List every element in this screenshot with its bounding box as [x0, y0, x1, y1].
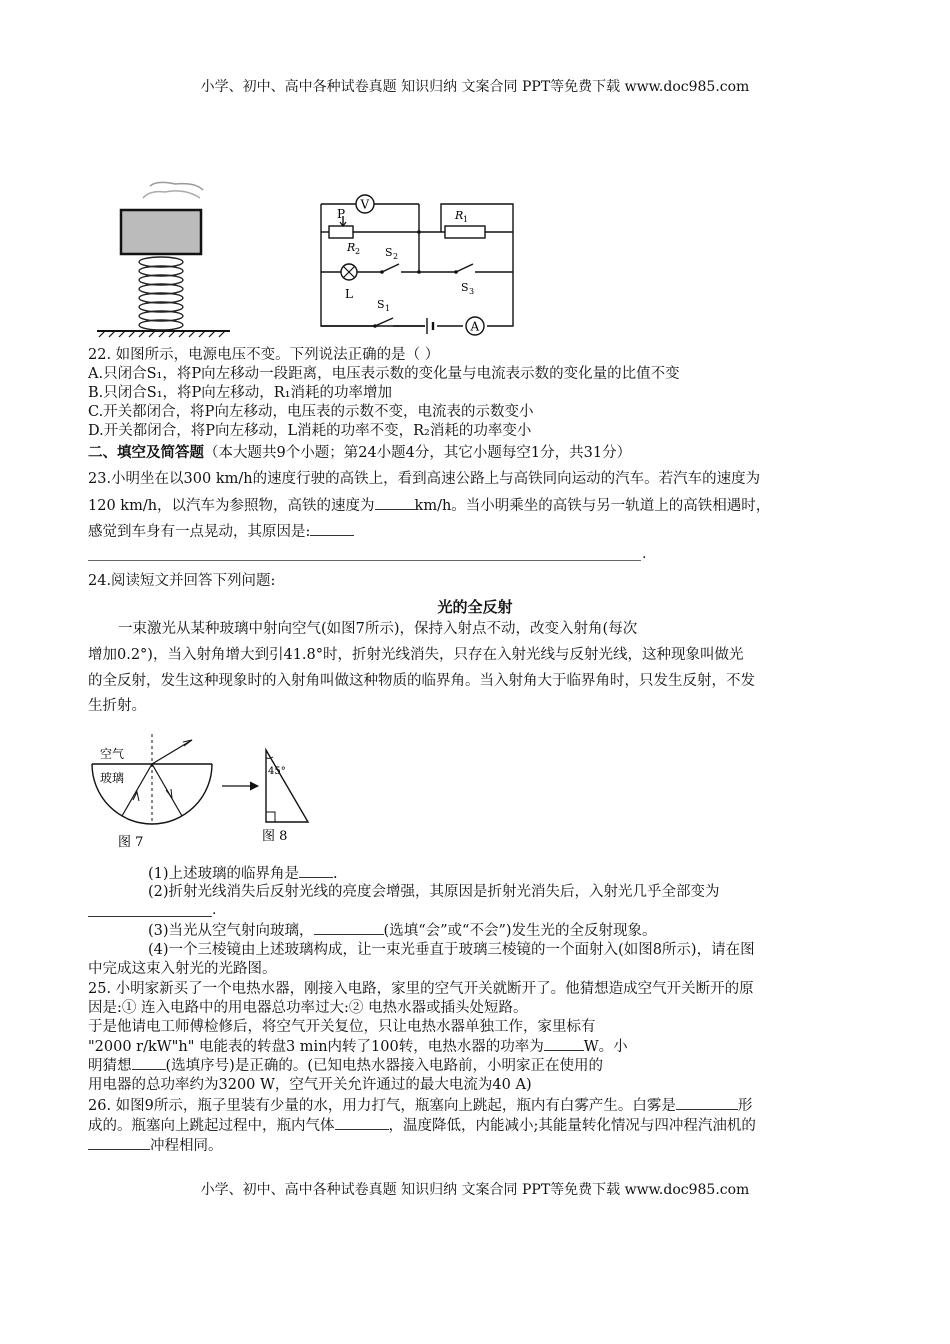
q24-sub3: (3)当光从空气射向玻璃， (选填“会”或“不会”)发生光的全反射现象。	[148, 923, 657, 939]
q26-line1: 26. 如图9所示，瓶子里装有少量的水，用力打气，瓶塞向上跳起，瓶内有白雾产生。白雾是 形	[88, 1098, 753, 1114]
circuit-diagram	[315, 188, 515, 336]
q25-line4: "2000 r/kW"h" 电能表的转盘3 min内转了100转，电热水器的功率为 W。小	[88, 1039, 628, 1055]
fig8-angle-label: 45°	[268, 766, 286, 777]
q26-blank-1[interactable]	[676, 1096, 738, 1110]
svg-text:2: 2	[393, 252, 399, 261]
label-S1: S	[377, 298, 385, 311]
q25-line3: 于是他请电工师傅检修后，将空气开关复位，只让电热水器单独工作，家里标有	[88, 1019, 596, 1035]
section-2-title: 二、填空及简答题	[88, 445, 204, 461]
q26-blank-2[interactable]	[335, 1116, 389, 1130]
q26-blank-3[interactable]	[88, 1136, 150, 1150]
ammeter-label: A	[470, 319, 480, 334]
fig7-caption: 图 7	[118, 835, 144, 850]
q25-blank-power[interactable]	[544, 1037, 584, 1051]
figure-7	[88, 734, 218, 854]
spring-figure	[95, 178, 235, 338]
q23-line3: 感觉到车身有一点晃动，其原因是:	[88, 522, 354, 541]
q24-sub2: (2)折射光线消失后反射光线的亮度会增强，其原因是折射光消失后，入射光几乎全部变为	[148, 884, 720, 900]
q25-line6: 用电器的总功率约为3200 W，空气开关允许通过的最大电流为40 A)	[88, 1077, 532, 1093]
q26-line3: 冲程相同。	[88, 1136, 223, 1155]
q24-sub4-line1: (4)一个三棱镜由上述玻璃构成，让一束光垂直于玻璃三棱镜的一个面射入(如图8所示)，请在图	[148, 942, 755, 958]
q24-paragraph-line2: 增加0.2°)，当入射角增大到引41.8°时，折射光线消失，只存在入射光线与反射光线，这种现象叫做光	[88, 647, 744, 663]
fig7-glass-label: 玻璃	[100, 771, 125, 785]
page-footer: 小学、初中、高中各种试卷真题 知识归纳 文案合同 PPT等免费下载 www.doc985.com	[200, 1182, 750, 1198]
q23-line1: 23.小明坐在以300 km/h的速度行驶的高铁上，看到高速公路上与高铁同向运动的汽车。若汽车的速度为	[88, 471, 761, 487]
q24-blank-2[interactable]	[88, 916, 212, 917]
q24-blank-3[interactable]	[314, 921, 384, 935]
svg-text:2: 2	[355, 247, 361, 256]
voltmeter-label: V	[360, 197, 370, 212]
q24-blank-1[interactable]	[299, 864, 333, 878]
svg-text:1: 1	[385, 304, 391, 313]
q25-blank-guess[interactable]	[132, 1056, 166, 1070]
q22-option-c: C.开关都闭合，将P向左移动，电压表的示数不变，电流表的示数变小	[88, 404, 534, 420]
figure-8	[218, 746, 328, 846]
label-L: L	[345, 287, 353, 301]
label-S3: S	[461, 281, 469, 294]
q23-line2: 120 km/h，以汽车为参照物，高铁的速度为 km/h。当小明乘坐的高铁与另一轨道上的高铁相遇时，	[88, 498, 771, 514]
svg-text:3: 3	[469, 287, 475, 296]
q24-paragraph-line1: 一束激光从某种玻璃中射向空气(如图7所示)，保持入射点不动，改变入射角(每次	[118, 621, 638, 637]
q26-line2: 成的。瓶塞向上跳起过程中，瓶内气体 ，温度降低，内能减小;其能量转化情况与四冲程汽油机的	[88, 1118, 756, 1134]
svg-text:1: 1	[463, 215, 469, 224]
q24-paragraph-line3: 的全反射，发生这种现象时的入射角叫做这种物质的临界角。当入射角大于临界角时，只发生反射，不发	[88, 673, 755, 689]
section-2-heading	[88, 444, 631, 462]
q24-paragraph-line4: 生折射。	[88, 698, 146, 714]
q24-blank-2-period: .	[212, 902, 217, 918]
q25-line2: 因是:① 连入电路中的用电器总功率过大:② 电热水器或插头处短路。	[88, 1000, 528, 1016]
label-S2: S	[385, 246, 393, 259]
q22-option-d: D.开关都闭合，将P向左移动，L消耗的功率不变，R₂消耗的功率变小	[88, 423, 532, 439]
q25-line1: 25. 小明家新买了一个电热水器，刚接入电路，家里的空气开关就断开了。他猜想造成空气开关断开的原	[88, 981, 754, 997]
q22-option-b: B.只闭合S₁，将P向左移动，R₁消耗的功率增加	[88, 385, 392, 401]
q22-stem: 22. 如图所示，电源电压不变。下列说法正确的是（ ）	[88, 347, 440, 363]
label-P: P	[337, 207, 346, 221]
q23-answer-line[interactable]	[88, 560, 641, 561]
fig8-caption: 图 8	[262, 829, 288, 844]
page-header: 小学、初中、高中各种试卷真题 知识归纳 文案合同 PPT等免费下载 www.doc985.com	[200, 79, 750, 95]
q22-option-a: A.只闭合S₁，将P向左移动一段距离，电压表示数的变化量与电流表示数的变化量的比值不变	[88, 366, 680, 382]
q23-end-period: .	[642, 546, 647, 562]
section-2-note: （本大题共9个小题；第24小题4分，其它小题每空1分，共31分）	[204, 445, 632, 461]
q24-sub4-line2: 中完成这束入射光的光路图。	[88, 961, 277, 977]
label-R2: R	[347, 241, 356, 254]
q24-sub1: (1)上述玻璃的临界角是 .	[148, 866, 338, 882]
q23-blank-1[interactable]	[375, 496, 415, 510]
fig7-air-label: 空气	[100, 747, 125, 761]
q24-intro: 24.阅读短文并回答下列问题:	[88, 573, 276, 589]
q24-article-title: 光的全反射	[437, 598, 513, 616]
q23-blank-2[interactable]	[310, 522, 354, 536]
q25-line5: 明猜想 (选填序号)是正确的。(已知电热水器接入电路前，小明家正在使用的	[88, 1058, 603, 1074]
label-R1: R	[455, 209, 464, 222]
